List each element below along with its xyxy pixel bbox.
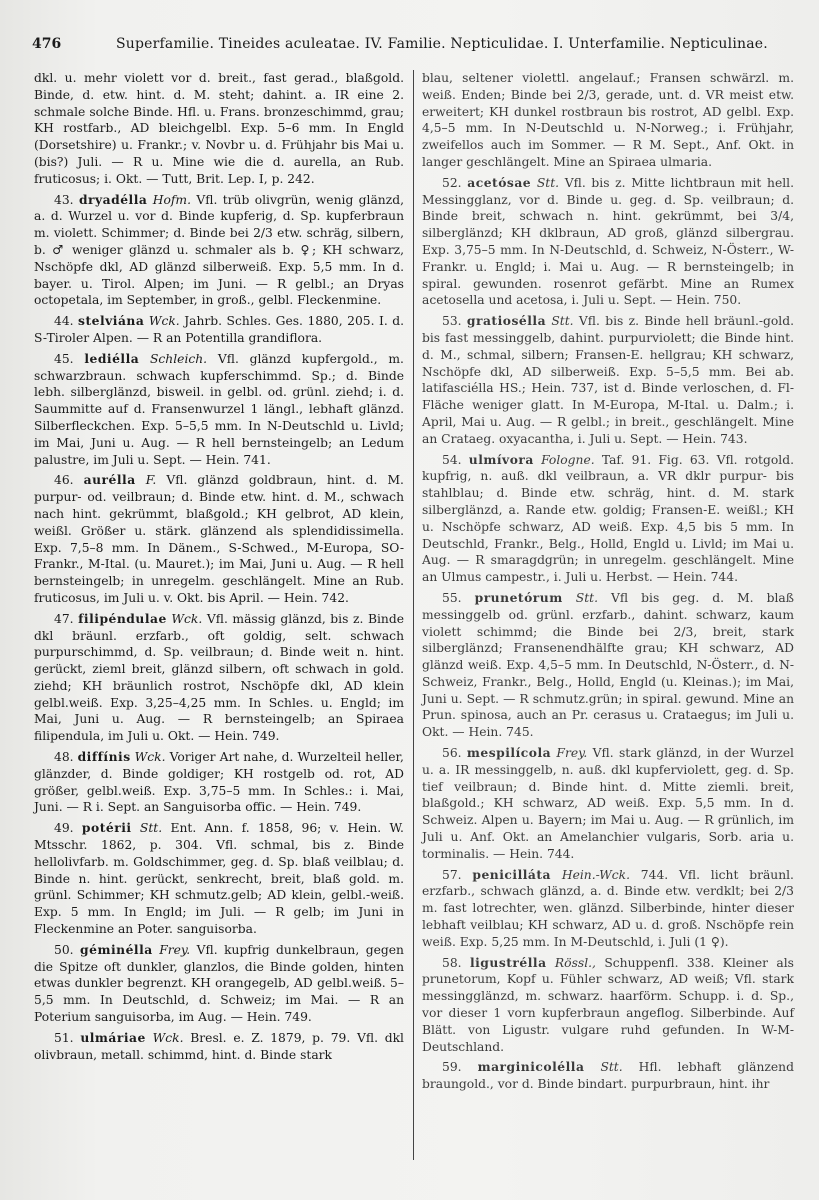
entry-number: 56.	[442, 746, 462, 761]
left-column	[34, 70, 404, 1063]
entry-number: 50.	[54, 942, 74, 957]
species-description: Bresl. e. Z. 1879, p. 79. Vfl. dkl olivbraun, metall. schimmd, hint. d. Binde stark	[34, 1030, 404, 1062]
species-description: Schuppenfl. 338. Kleiner als prunetorum, Kopf u. Fühler schwarz, AD weiß; Vfl. stark messingglänzd, m. schwarz. haarförm. Schupp. i. d. Sp., vor dieser 1 vorn kupferbraun angeflog. Silberbinde. Auf Blätt. von Ligustr. vulgare ruhd gefunden. In W-M-Deutschland.	[422, 955, 794, 1054]
species-entry-59	[422, 1059, 794, 1093]
species-entry-43	[34, 192, 404, 310]
species-name: aurélla	[83, 472, 136, 488]
species-name: ulmáriae	[80, 1029, 146, 1045]
species-description: Vfl. glänzd kupfergold., m. schwarzbraun. schwach kupferschimmd. Sp.; d. Binde lebh. silberglänzd, bisweil. in gelbl. od. grünl. ziehd; i. d. Saummitte auf d. Fransenwurzel 1 längl., lebhaft glänzd. Silberfleckchen. Exp. 5–5,5 mm. In N-Deutschld u. Livld; im Mai, Juni u. Aug. — R hell bernsteingelb; an Ledum palustre, im Juli u. Sept. — Hein. 741.	[34, 351, 404, 467]
species-description: Jahrb. Schles. Ges. 1880, 205. I. d. S-Tiroler Alpen. — R an Potentilla grandiflora.	[34, 314, 404, 345]
species-description: Vfl. trüb olivgrün, wenig glänzd, a. d. Wurzel u. vor d. Binde kupferig, d. Sp. kupferbraun m. violett. Schimmer; d. Binde bei 2/3 etw. schräg, silbern, b. ♂ weniger glänzd u. schmaler als b. ♀; KH schwarz, Nschöpfe dkl, AD glänzd silberweiß. Exp. 5,5 mm. In d. bayer. u. Tirol. Alpen; im Juni. — R gelbl.; an Dryas octopetala, im September, in groß., gelbl. Fleckenmine.	[34, 192, 404, 308]
entry-number: 58.	[442, 955, 462, 970]
species-description: Vfl. mässig glänzd, bis z. Binde dkl bräunl. erzfarb., oft goldig, selt. schwach purpurschimmd, d. Sp. veilbraun; d. Binde weit n. hint. gerückt, zieml breit, glänzd silbern, oft schwach in gold. ziehd; KH bräunlich rostrot, Nschöpfe dkl, AD klein gelbl.weiß. Exp. 3,25–4,25 mm. In Schles. u. Engld; im Mai, Juni u. Aug. — R bernsteingelb; an Spiraea filipendula, im Juli u. Okt. — Hein. 749.	[34, 611, 404, 744]
entry-number: 45.	[54, 351, 74, 366]
species-description: Vfl bis geg. d. M. blaß messinggelb od. grünl. erzfarb., dahint. schwarz, kaum violett schimmd; die Binde bei 2/3, breit, stark silberglänzd; Fransenendhälfte grau; KH schwarz, AD glänzd weiß. Exp. 4,5–5 mm. In Deutschld, N-Österr., d. N-Schweiz, Frankr., Belg., Holld, Engld (u. Kleinas.); im Mai, Juni u. Sept. — R schmutz.grün; in spiral. gewund. Mine an Prun. spinosa, auch an Pr. cerasus u. Crataegus; im Juli u. Okt. — Hein. 745.	[422, 590, 794, 740]
species-name: géminélla	[80, 941, 153, 957]
species-author: Hein.-Wck.	[561, 867, 630, 882]
species-name: lediélla	[84, 350, 140, 366]
species-name: ulmívora	[468, 451, 534, 467]
species-name: penicilláta	[472, 866, 552, 882]
species-author: F.	[145, 473, 157, 488]
page-number: 476	[32, 36, 62, 52]
species-author: Schleich.	[150, 351, 208, 366]
species-entry-46	[34, 472, 404, 606]
species-name: diffínis	[77, 749, 131, 765]
species-name: dryadélla	[78, 191, 148, 207]
entry-number: 51.	[54, 1030, 74, 1045]
species-description: Hfl. lebhaft glänzend braungold., vor d. Binde bindart. purpurbraun, hint. ihr	[422, 1060, 794, 1092]
column-divider	[413, 70, 414, 1160]
species-author: Wck.	[152, 1030, 184, 1045]
species-entry-53	[422, 313, 794, 447]
species-entry-54	[422, 452, 794, 586]
species-description: Vfl. stark glänzd, in der Wurzel u. a. IR messinggelb, n. auß. dkl kupferviolett, geg. d. Sp. tief veilbraun; d. Binde hint. d. Mitte ziemli. breit, blaßgold.; KH schwarz, AD weiß. Exp. 5,5 mm. In d. Schweiz. Alpen u. Bayern; im Mai u. Aug. — R grünlich, im Juli u. Anf. Okt. an Amelanchier vulgaris, Sorb. aria u. torminalis. — Hein. 744.	[422, 746, 794, 861]
species-author: Stt.	[551, 314, 574, 329]
entry-number: 46.	[54, 473, 74, 488]
entry-number: 57.	[442, 867, 462, 882]
running-title: Superfamilie. Tineides aculeatae. IV. Familie. Nepticulidae. I. Unterfamilie. Nepticulinae.	[116, 36, 768, 52]
continued-paragraph: dkl. u. mehr violett vor d. breit., fast gerad., blaßgold. Binde, d. etw. hint. d. M. steht; dahint. a. IR eine 2. schmale solche Binde. Hfl. u. Frans. bronzeschimmd, grau; KH rostfarb., AD bleichgelbl. Exp. 5–6 mm. In Engld (Dorsetshire) u. Frankr.; v. Novbr u. d. Frühjahr bis Mai u. (bis?) Juli. — R u. Mine wie die d. aurella, an Rub. fruticosus; i. Okt. — Tutt, Brit. Lep. I, p. 242.	[34, 71, 404, 186]
species-entry-52	[422, 175, 794, 309]
species-name: prunetórum	[474, 589, 563, 605]
species-author: Stt.	[600, 1060, 623, 1075]
species-description: Taf. 91. Fig. 63. Vfl. rotgold. kupfrig, n. auß. dkl veilbraun, a. VR dklr purpur- bis stahlblau; d. Binde etw. schräg, hint. d. M. stark silberglänzd, a. Rande etw. goldig; Fransen-E. weißl.; KH u. Nschöpfe schwarz, AD weiß. Exp. 4,5 bis 5 mm. In Deutschld, Frankr., Belg., Holld, Engld u. Livld; im Mai u. Aug. — R smaragdgrün; in unregelm. geschlängelt. Mine an Ulmus campestr., i. Juli u. Herbst. — Hein. 744.	[422, 452, 794, 585]
species-description: Voriger Art nahe, d. Wurzelteil heller, glänzder, d. Binde goldiger; KH rostgelb od. rot, AD größer, gelbl.weiß. Exp. 3,75–5 mm. In Schles.: i. Mai, Juni. — R i. Sept. an Sanguisorba offic. — Hein. 749.	[34, 750, 404, 815]
species-entry-48	[34, 749, 404, 816]
page-header	[32, 36, 792, 60]
species-name: marginicolélla	[477, 1059, 585, 1075]
continued-paragraph: blau, seltener violettl. angelauf.; Fransen schwärzl. m. weiß. Enden; Binde bei 2/3, gerade, unt. d. VR meist etw. erweitert; KH dunkel rostbraun bis rostrot, AD gelbl. Exp. 4,5–5 mm. In N-Deutschld u. N-Norweg.; i. Frühjahr, zweifellos auch im Sommer. — R M. Sept., Anf. Okt. in langer geschlängelt. Mine an Spiraea ulmaria.	[422, 71, 794, 169]
species-entry-55	[422, 590, 794, 741]
species-description: Vfl. kupfrig dunkelbraun, gegen die Spitze oft dunkler, glanzlos, die Binde golden, hinten etwas dunkler begrenzt. KH orangegelb, AD gelbl.weiß. 5–5,5 mm. In Deutschld, d. Schweiz; im Mai. — R an Poterium sanguisorba, im Aug. — Hein. 749.	[34, 942, 404, 1025]
species-author: Rössl.,	[554, 955, 596, 970]
right-column	[422, 70, 794, 1093]
entry-number: 44.	[54, 314, 74, 329]
species-name: mespilícola	[466, 745, 552, 761]
species-entry-58	[422, 955, 794, 1056]
species-author: Stt.	[139, 821, 163, 836]
species-name: gratiosélla	[466, 313, 547, 329]
species-name: stelviána	[78, 313, 145, 329]
entry-number: 43.	[54, 192, 74, 207]
species-name: ligustrélla	[469, 954, 547, 970]
species-name: potérii	[81, 820, 132, 836]
entry-number: 47.	[54, 611, 74, 626]
species-entry-45	[34, 351, 404, 469]
entry-number: 52.	[442, 175, 462, 190]
species-entry-57	[422, 867, 794, 951]
species-author: Frey.	[556, 746, 588, 761]
species-entry-51	[34, 1030, 404, 1064]
species-entry-50	[34, 942, 404, 1026]
species-entry-49	[34, 820, 404, 938]
species-author: Wck.	[134, 750, 166, 765]
entry-number: 55.	[442, 590, 462, 605]
species-entry-44	[34, 313, 404, 347]
species-author: Wck.	[171, 611, 203, 626]
species-author: Fologne.	[541, 452, 595, 467]
species-author: Wck.	[148, 314, 180, 329]
species-author: Stt.	[536, 175, 560, 190]
species-description: Vfl. glänzd goldbraun, hint. d. M. purpur- od. veilbraun; d. Binde etw. hint. d. M., schwach nach hint. gekrümmt, blaßgold.; KH gelbrot, AD klein, weißl. Größer u. stärk. glänzend als splendidissimella. Exp. 7,5–8 mm. In Dänem., S-Schwed., M-Europa, SO-Frankr., M-Ital. (u. Mauret.); im Mai, Juni u. Aug. — R hell bernsteingelb; in unregelm. geschlängelt. Mine an Rub. fruticosus, im Juli u. v. Okt. bis April. — Hein. 742.	[34, 473, 404, 605]
species-name: filipéndulae	[78, 610, 167, 626]
species-description: 744. Vfl. licht bräunl. erzfarb., schwach glänzd, a. d. Binde etw. verdklt; bei 2/3 m. fast lotrechter, wen. glänzd. Silberbinde, hinter dieser lebhaft veilblau; KH schwarz, AD u. d. groß. Nschöpfe rein weiß. Exp. 5,25 mm. In M-Deutschld, i. Juli (1 ♀).	[422, 867, 794, 949]
entry-number: 49.	[54, 821, 74, 836]
species-entry-47	[34, 611, 404, 745]
species-author: Frey.	[159, 942, 191, 957]
species-description: Vfl. bis z. Binde hell bräunl.-gold. bis fast messinggelb, dahint. purpurviolett; die Binde hint. d. M., schmal, silbern; Fransen-E. hellgrau; KH schwarz, Nschöpfe dkl, AD silberweiß. Exp. 5–5,5 mm. Bei ab. latifasciélla HS.; Hein. 737, ist d. Binde verloschen, d. Fl-Fläche weniger glatt. In M-Europa, M-Ital. u. Dalm.; i. April, Mai u. Aug. — R gelbl.; in breit., geschlängelt. Mine an Crataeg. oxyacantha, i. Juli u. Sept. — Hein. 743.	[422, 314, 794, 446]
entry-number: 53.	[442, 314, 462, 329]
entry-number: 59.	[442, 1060, 462, 1075]
species-description: Ent. Ann. f. 1858, 96; v. Hein. W. Mtsschr. 1862, p. 304. Vfl. schmal, bis z. Binde hellolivfarb. m. Goldschimmer, geg. d. Sp. blaß veilblau; d. Binde n. hint. gerückt, senkrecht, breit, blaß gold. m. grünl. Schimmer; KH schmutz.gelb; AD klein, gelbl.-weiß. Exp. 5 mm. In Engld; im Juli. — R gelb; im Juni in Fleckenmine an Poter. sanguisorba.	[34, 821, 404, 937]
entry-number: 48.	[54, 750, 74, 765]
species-name: acetósae	[467, 174, 532, 190]
species-entry-56	[422, 745, 794, 863]
species-description: Vfl. bis z. Mitte lichtbraun mit hell. Messingglanz, vor d. Binde u. geg. d. Sp. veilbraun; d. Binde breit, schwach n. hint. gekrümmt, bei 3/4, silberglänzd; KH dklbraun, AD groß, glänzd silbergrau. Exp. 3,75–5 mm. In N-Deutschld, d. Schweiz, N-Österr., W-Frankr. u. Engld; i. Mai u. Aug. — R bernsteingelb; in spiral. gewunden. rosenrot gefärbt. Mine an Rumex acetosella und acetosa, i. Juli u. Sept. — Hein. 750.	[422, 175, 794, 308]
entry-number: 54.	[442, 452, 462, 467]
species-author: Stt.	[575, 590, 598, 605]
species-author: Hofm.	[152, 192, 191, 207]
